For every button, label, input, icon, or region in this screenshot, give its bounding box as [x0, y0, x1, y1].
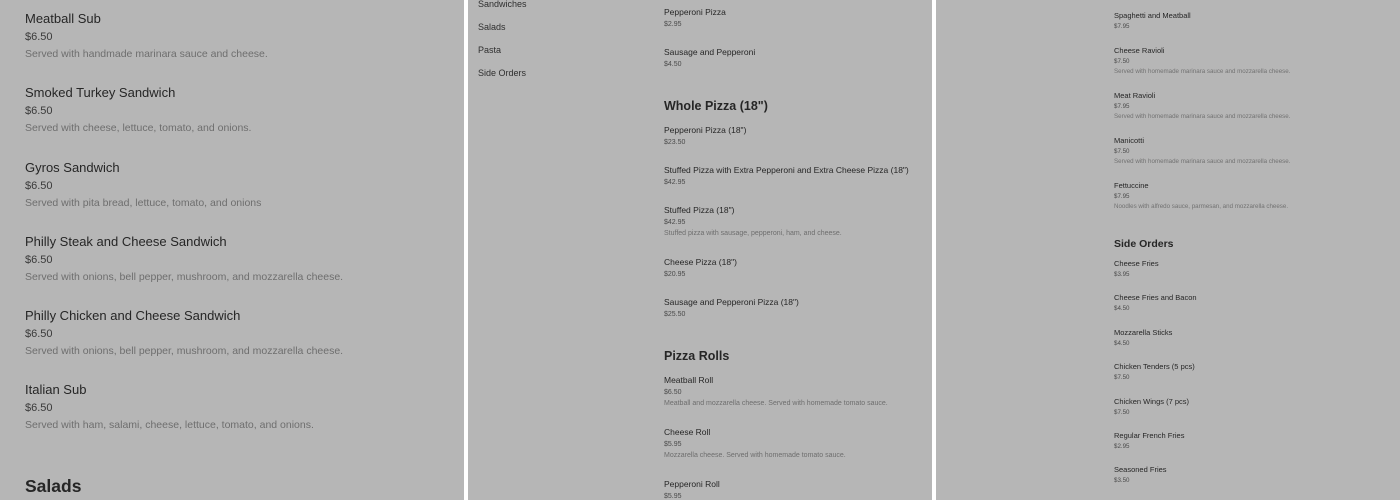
item-name: Pepperoni Pizza — [664, 7, 726, 17]
item-description: Served with ham, salami, cheese, lettuce, tomato, and onions. — [25, 419, 314, 432]
menu-item[interactable] — [1114, 465, 1394, 485]
item-description: Served with homemade marinara sauce and mozzarella cheese. — [1114, 158, 1291, 165]
item-name: Regular French Fries — [1114, 431, 1185, 440]
item-name: Gyros Sandwich — [25, 159, 120, 175]
nav-item-side-orders[interactable]: Side Orders — [478, 68, 527, 78]
item-description: Stuffed pizza with sausage, pepperoni, ham, and cheese. — [664, 230, 842, 237]
item-name: Spaghetti and Meatball — [1114, 11, 1191, 20]
menu-panel-pizza — [468, 0, 932, 500]
item-name: Cheese Fries — [1114, 259, 1159, 268]
item-price: $7.50 — [1114, 58, 1130, 65]
item-price: $6.50 — [25, 253, 53, 266]
menu-panel-sandwiches — [0, 0, 464, 500]
menu-item[interactable] — [664, 427, 932, 460]
item-price: $6.50 — [25, 402, 53, 415]
item-price: $6.50 — [25, 328, 53, 341]
item-name: Cheese Ravioli — [1114, 46, 1165, 55]
item-name: Stuffed Pizza with Extra Pepperoni and Extra Cheese Pizza (18") — [664, 165, 909, 175]
item-price: $3.50 — [1114, 477, 1130, 484]
menu-item[interactable] — [664, 47, 932, 69]
item-name: Philly Steak and Cheese Sandwich — [25, 233, 227, 249]
item-name: Pepperoni Pizza (18") — [664, 125, 747, 135]
menu-item[interactable] — [25, 308, 445, 382]
section-heading-whole-pizza: Whole Pizza (18") — [664, 99, 768, 113]
item-name: Manicotti — [1114, 136, 1145, 145]
nav-item-sandwiches[interactable]: Sandwiches — [478, 0, 527, 9]
nav-item-pasta[interactable]: Pasta — [478, 45, 502, 55]
item-price: $2.95 — [1114, 443, 1130, 450]
item-name: Philly Chicken and Cheese Sandwich — [25, 308, 241, 324]
section-heading-salads: Salads — [25, 476, 82, 496]
item-price: $4.50 — [1114, 340, 1130, 347]
section-heading-pizza-rolls: Pizza Rolls — [664, 349, 730, 363]
menu-item[interactable] — [1114, 431, 1394, 451]
item-name: Cheese Fries and Bacon — [1114, 293, 1197, 302]
item-name: Mozzarella Sticks — [1114, 328, 1173, 337]
item-price: $3.95 — [1114, 271, 1130, 278]
item-description: Mozzarella cheese. Served with homemade tomato sauce. — [664, 452, 846, 459]
item-price: $6.50 — [25, 31, 53, 43]
item-price: $23.50 — [664, 139, 686, 146]
menu-item[interactable] — [1114, 136, 1394, 166]
item-description: Served with pita bread, lettuce, tomato, and onions — [25, 196, 262, 209]
menu-column — [1114, 0, 1394, 500]
item-description: Served with homemade marinara sauce and mozzarella cheese. — [1114, 68, 1291, 75]
menu-column — [664, 0, 932, 500]
item-name: Cheese Roll — [664, 427, 711, 437]
item-price: $25.50 — [664, 311, 686, 318]
item-price: $42.95 — [664, 219, 686, 226]
item-name: Chicken Wings (7 pcs) — [1114, 397, 1190, 406]
item-description: Meatball and mozzarella cheese. Served with homemade tomato sauce. — [664, 400, 888, 407]
item-description: Served with onions, bell pepper, mushroom, and mozzarella cheese. — [25, 345, 344, 358]
menu-item[interactable] — [1114, 362, 1394, 382]
menu-item[interactable] — [25, 234, 445, 308]
item-price: $42.95 — [664, 179, 686, 186]
item-name: Stuffed Pizza (18") — [664, 205, 735, 215]
item-description: Served with handmade marinara sauce and cheese. — [25, 48, 268, 60]
menu-item[interactable] — [1114, 293, 1394, 313]
menu-item[interactable] — [25, 382, 445, 456]
item-name: Meatball Sub — [25, 11, 101, 26]
item-description: Served with onions, bell pepper, mushroom, and mozzarella cheese. — [25, 270, 344, 283]
menu-item[interactable] — [25, 85, 445, 159]
item-description: Served with homemade marinara sauce and mozzarella cheese. — [1114, 113, 1291, 120]
item-price: $7.50 — [1114, 374, 1130, 381]
item-price: $4.50 — [1114, 305, 1130, 312]
item-price: $7.95 — [1114, 193, 1130, 200]
menu-item[interactable] — [1114, 91, 1394, 121]
item-description: Served with cheese, lettuce, tomato, and onions. — [25, 122, 252, 135]
menu-panel-pasta-sides — [936, 0, 1400, 500]
menu-item[interactable] — [25, 11, 445, 85]
item-name: Sausage and Pepperoni Pizza (18") — [664, 297, 799, 307]
item-name: Chicken Tenders (5 pcs) — [1114, 362, 1195, 371]
menu-item[interactable] — [664, 297, 932, 319]
menu-item[interactable] — [664, 165, 932, 187]
item-price: $6.50 — [25, 179, 53, 192]
item-name: Fettuccine — [1114, 181, 1149, 190]
item-description: Noodles with alfredo sauce, parmesan, and mozzarella cheese. — [1114, 203, 1289, 210]
item-name: Seasoned Fries — [1114, 465, 1167, 474]
item-price: $6.50 — [25, 105, 53, 118]
menu-item[interactable] — [1114, 181, 1394, 211]
item-name: Smoked Turkey Sandwich — [25, 85, 176, 101]
item-price: $4.50 — [664, 61, 682, 68]
item-price: $20.95 — [664, 271, 686, 278]
item-name: Meat Ravioli — [1114, 91, 1156, 100]
menu-item[interactable] — [664, 7, 932, 29]
menu-item[interactable] — [664, 375, 932, 408]
menu-item[interactable] — [1114, 11, 1394, 31]
menu-item[interactable] — [664, 205, 932, 238]
menu-item[interactable] — [1114, 328, 1394, 348]
menu-item[interactable] — [1114, 46, 1394, 76]
item-price: $5.95 — [664, 493, 682, 500]
item-name: Meatball Roll — [664, 375, 714, 385]
section-heading-side-orders: Side Orders — [1114, 238, 1174, 250]
nav-item-salads[interactable]: Salads — [478, 22, 506, 32]
sandwich-list — [25, 11, 445, 457]
item-price: $7.50 — [1114, 409, 1130, 416]
menu-item[interactable] — [1114, 397, 1394, 417]
menu-item[interactable] — [25, 160, 445, 234]
category-nav — [478, 0, 638, 91]
item-name: Sausage and Pepperoni — [664, 47, 756, 57]
item-name: Cheese Pizza (18") — [664, 257, 737, 267]
menu-item[interactable] — [664, 125, 932, 147]
item-price: $6.50 — [664, 389, 682, 396]
menu-item[interactable] — [1114, 259, 1394, 279]
menu-item[interactable] — [664, 257, 932, 279]
item-name: Italian Sub — [25, 382, 87, 398]
item-price: $7.50 — [1114, 148, 1130, 155]
item-name: Pepperoni Roll — [664, 479, 720, 489]
item-price: $5.95 — [664, 441, 682, 448]
menu-item[interactable] — [664, 479, 932, 500]
item-price: $7.95 — [1114, 23, 1130, 30]
item-price: $7.95 — [1114, 103, 1130, 110]
item-price: $2.95 — [664, 21, 682, 28]
